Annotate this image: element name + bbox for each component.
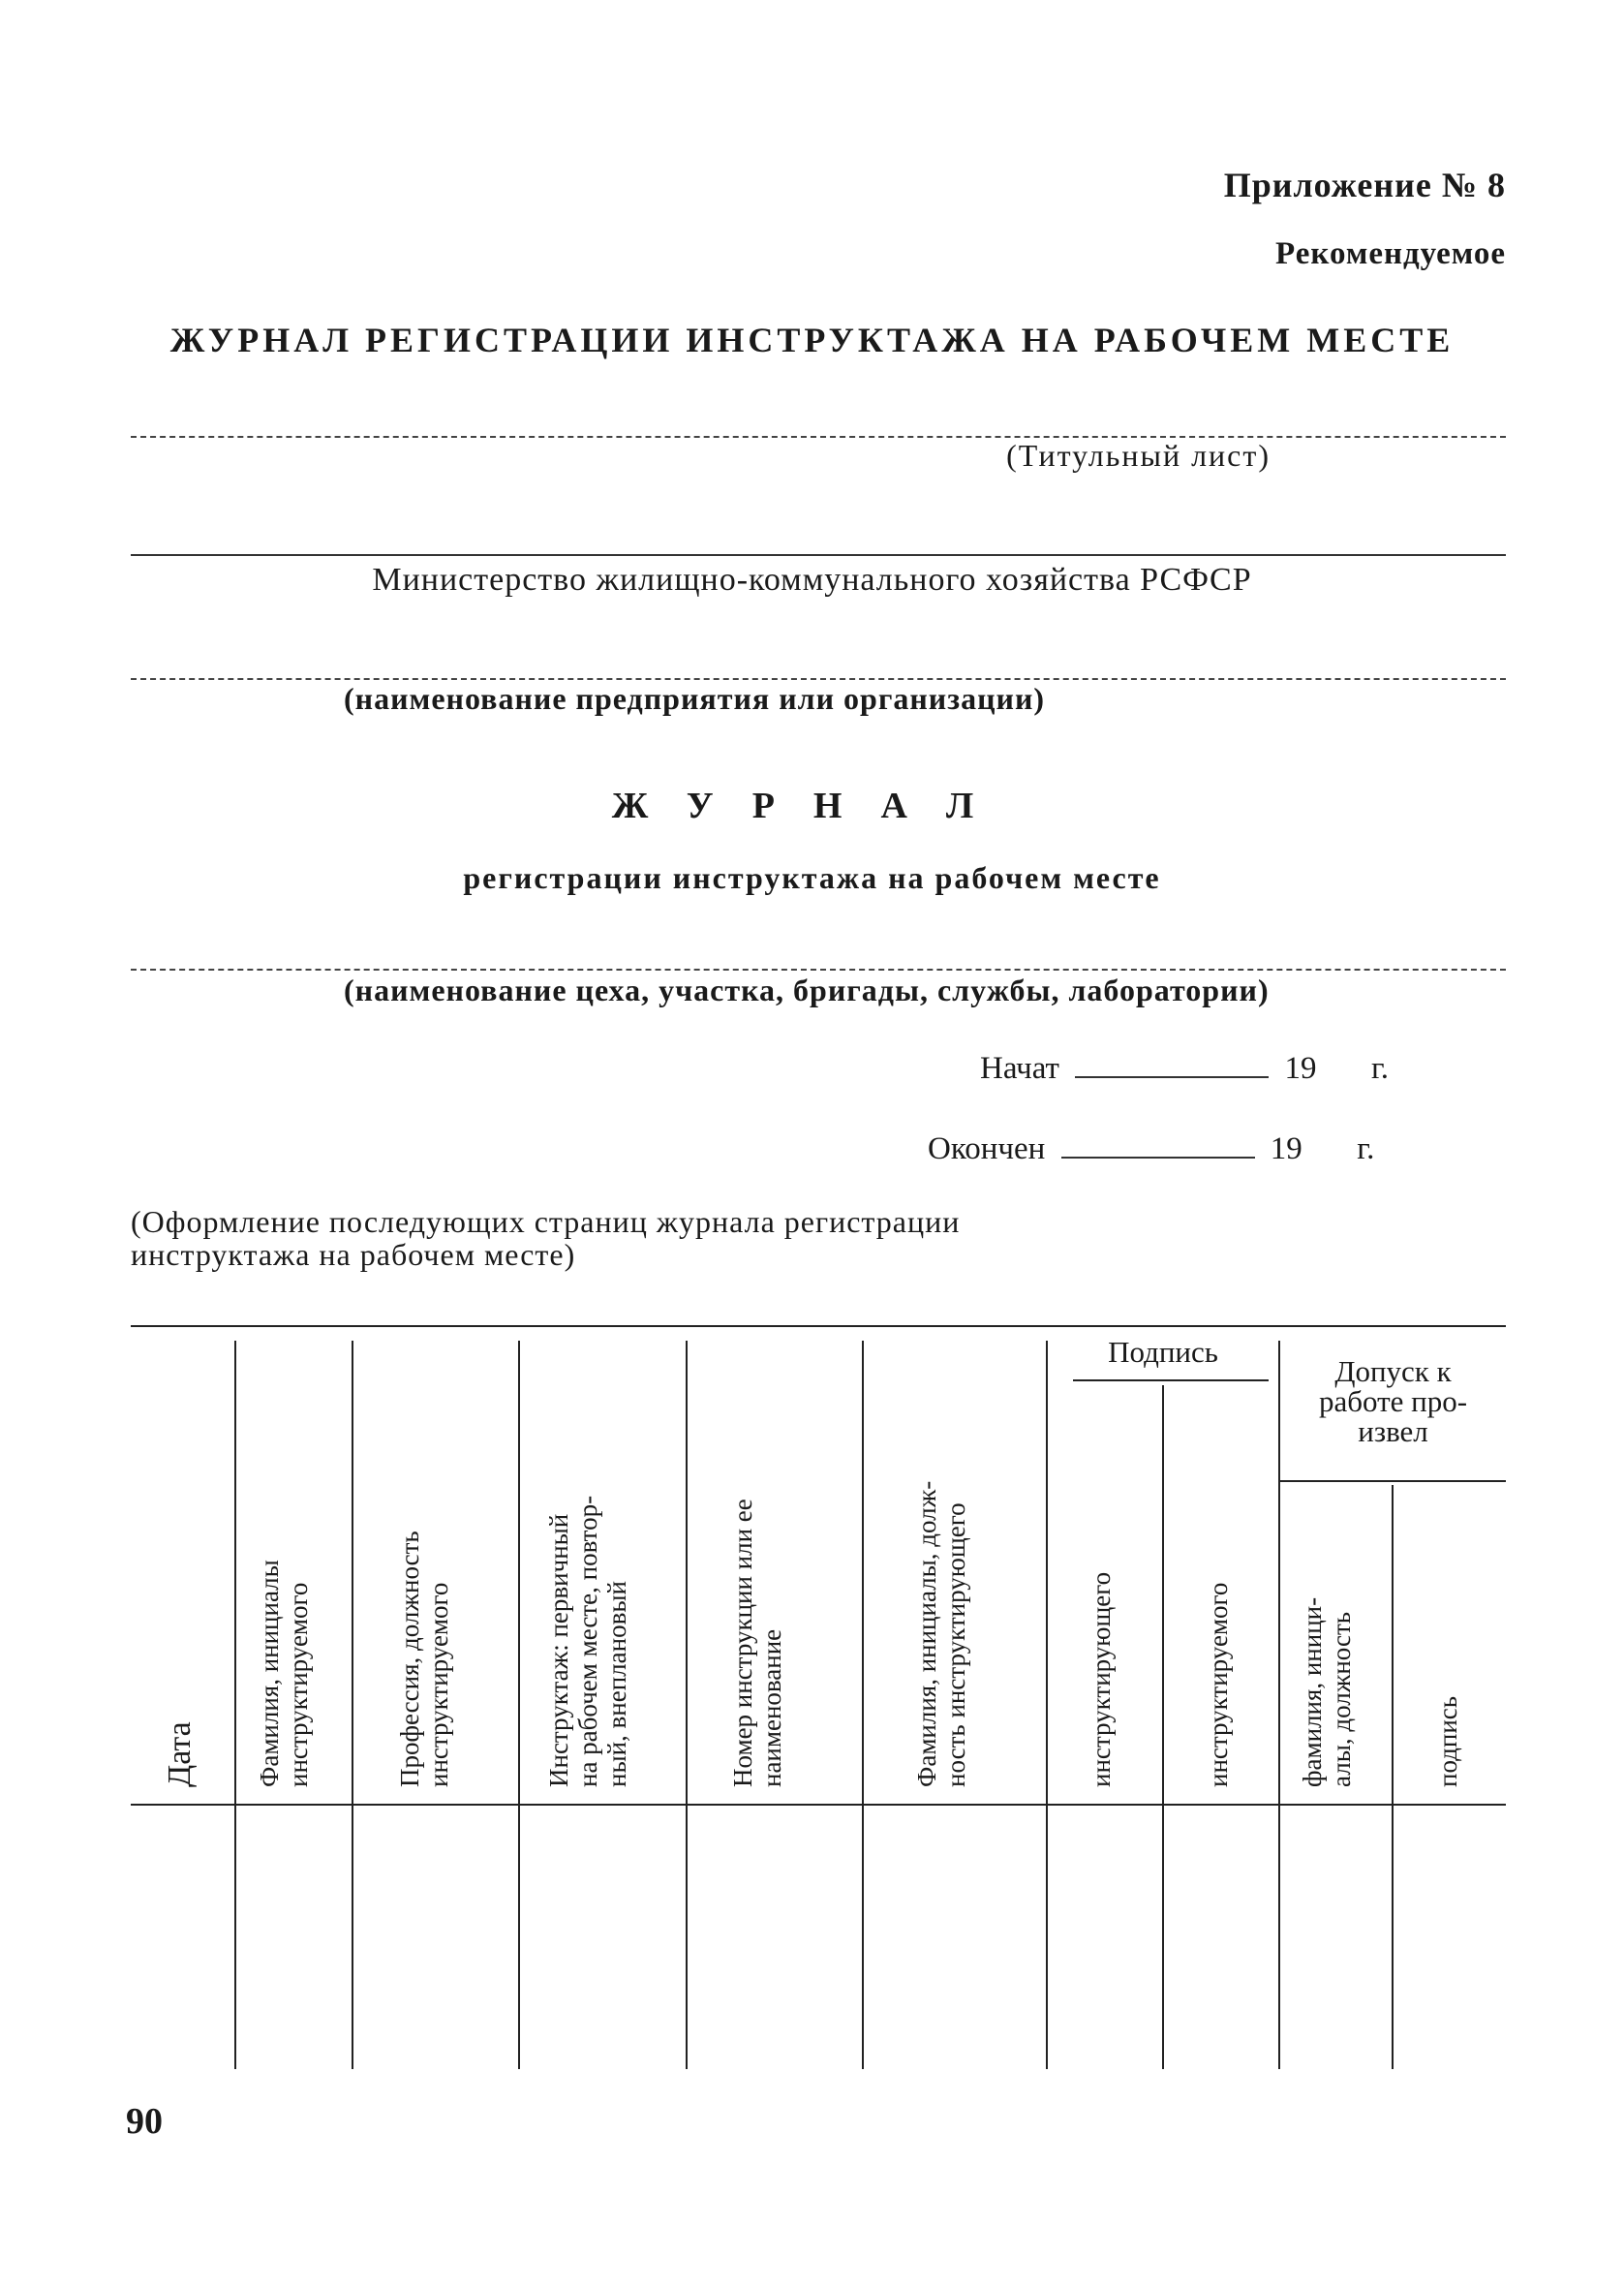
journal-word: ЖУРНАЛ: [611, 786, 1013, 826]
page-number: 90: [126, 2101, 163, 2142]
signature-group-rule: [1073, 1379, 1269, 1381]
finished-label: Окончен: [928, 1131, 1046, 1166]
org-caption: (наименование предприятия или организации): [344, 681, 1046, 716]
dept-line: [131, 969, 1506, 971]
col-admission-signature: подпись: [1433, 1695, 1462, 1787]
col-divider-9: [1392, 1485, 1394, 2069]
started-label: Начат: [980, 1051, 1059, 1086]
journal-subtitle: регистрации инструктажа на рабочем месте: [463, 860, 1161, 895]
col-instruction-type: Инструктаж: первичный на рабочем месте, повтор- ный, внеплановый: [544, 1495, 631, 1787]
col-divider-4: [686, 1341, 688, 2069]
finished-year: 19: [1270, 1131, 1302, 1166]
col-divider-2: [352, 1341, 353, 2069]
col-instructed-name: Фамилия, инициалы инструктируемого: [255, 1560, 313, 1787]
col-instruction-number: Номер инструкции или ее наименование: [728, 1499, 786, 1787]
title-page-caption: (Титульный лист): [1006, 438, 1271, 473]
dept-caption: (наименование цеха, участка, бригады, службы, лаборатории): [344, 973, 1270, 1007]
appendix-label: Приложение № 8: [1223, 166, 1506, 204]
col-divider-3: [518, 1341, 520, 2069]
group-admission: Допуск к работе про- извел: [1318, 1354, 1468, 1448]
started-suffix: г.: [1370, 1051, 1390, 1086]
col-instructor-name: Фамилия, инициалы, долж- ность инструктирующего: [912, 1480, 970, 1787]
col-admission-name: фамилия, иници- алы, должность: [1298, 1596, 1356, 1787]
ministry-name: Министерство жилищно-коммунального хозяйства РСФСР: [372, 562, 1252, 598]
divider-ministry: [131, 554, 1506, 556]
table-header-bottom: [131, 1804, 1506, 1806]
org-line: [131, 678, 1506, 680]
col-date: Дата: [162, 1721, 198, 1787]
recommended-label: Рекомендуемое: [1275, 236, 1506, 271]
col-sig-instructed: инструктируемого: [1204, 1582, 1233, 1787]
started-year: 19: [1284, 1051, 1317, 1086]
subsequent-pages-note: (Оформление последующих страниц журнала регистрации инструктажа на рабочем месте): [131, 1204, 961, 1272]
col-divider-6: [1046, 1341, 1048, 2069]
finished-suffix: г.: [1357, 1131, 1375, 1166]
finished-line: [928, 1131, 1374, 1167]
group-signature: Подпись: [1108, 1335, 1218, 1369]
col-divider-7: [1162, 1385, 1164, 2069]
col-sig-instructor: инструктирующего: [1087, 1571, 1116, 1787]
admission-group-rule: [1280, 1480, 1506, 1482]
started-line: [980, 1051, 1389, 1087]
started-blank: [1075, 1051, 1269, 1078]
finished-blank: [1061, 1131, 1255, 1159]
divider-top: [131, 436, 1506, 438]
col-divider-8: [1278, 1341, 1280, 2069]
col-profession: Профессия, должность инструктируемого: [395, 1531, 453, 1787]
table-top-border: [131, 1325, 1506, 1327]
main-title: ЖУРНАЛ РЕГИСТРАЦИИ ИНСТРУКТАЖА НА РАБОЧЕМ МЕСТЕ: [169, 321, 1455, 359]
col-divider-1: [234, 1341, 236, 2069]
col-divider-5: [862, 1341, 864, 2069]
